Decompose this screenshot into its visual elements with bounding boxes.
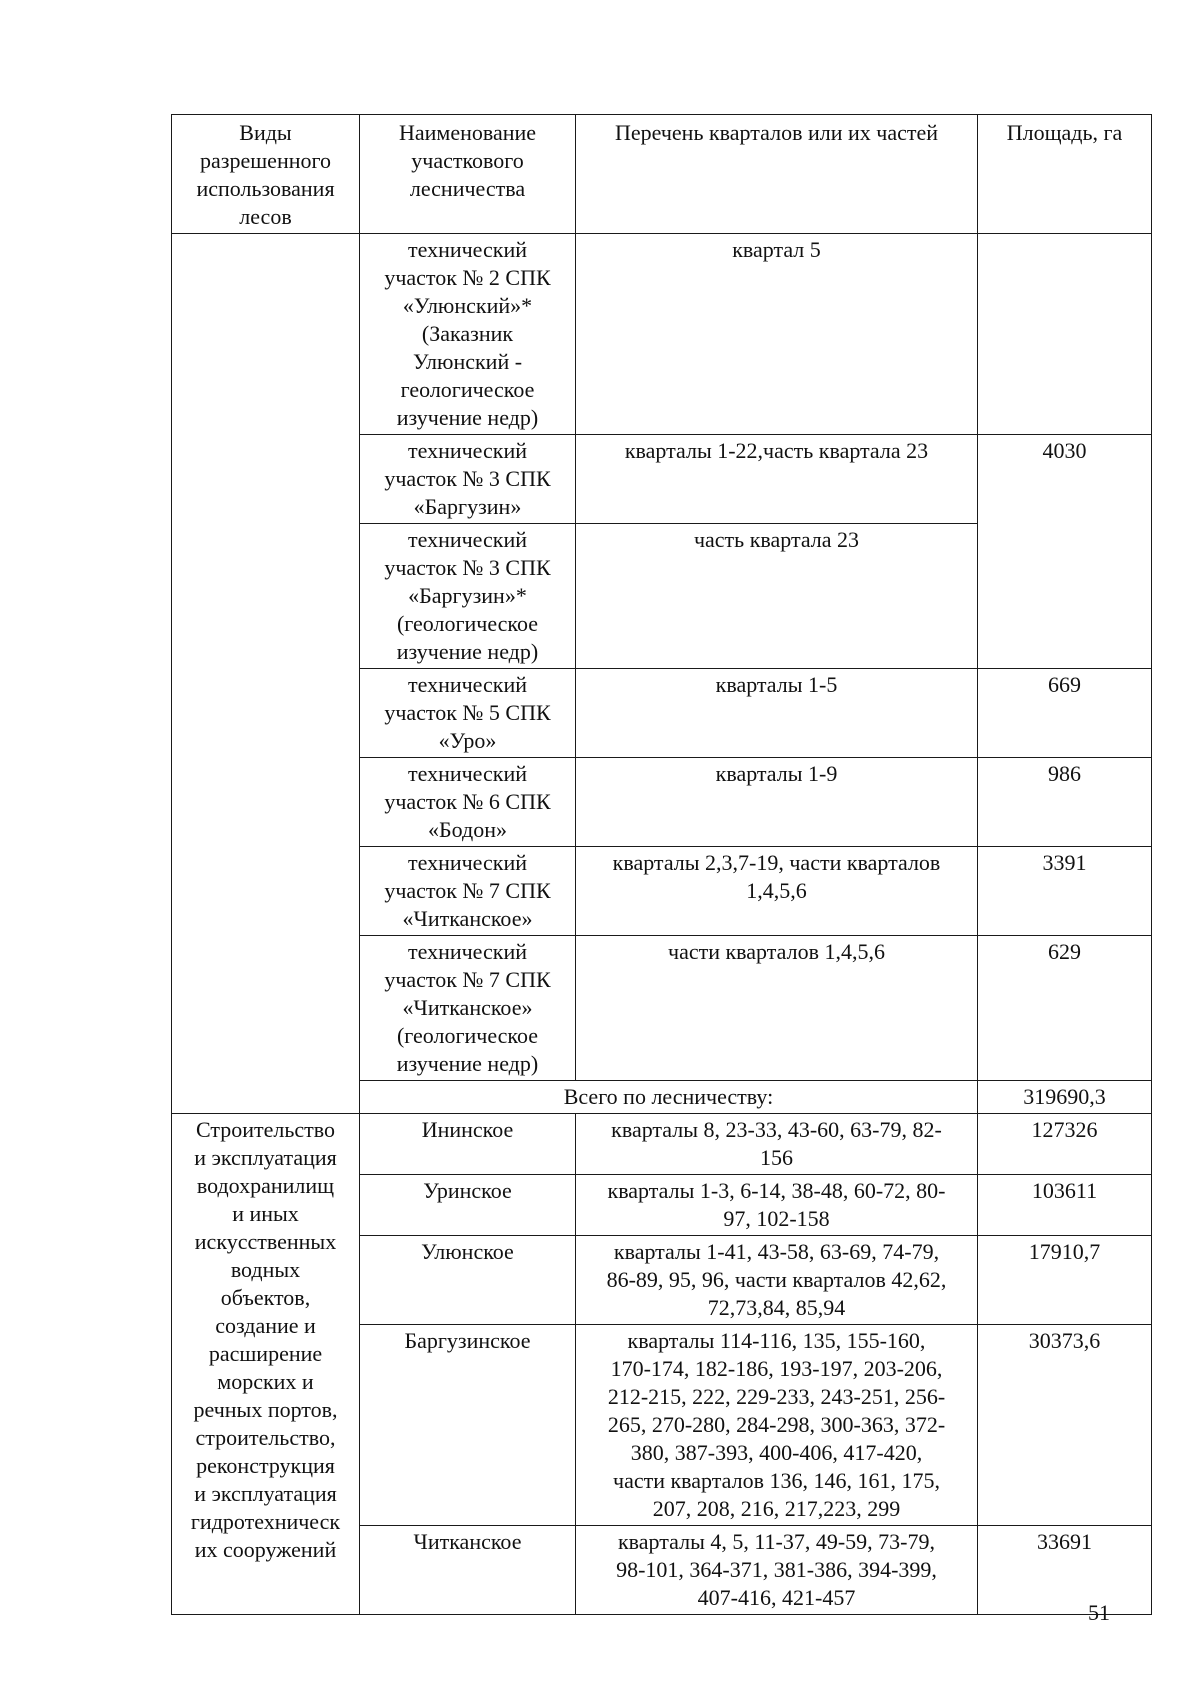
page-number: 51	[1088, 1600, 1110, 1625]
area-cell: 669	[978, 669, 1152, 758]
quarters-cell: кварталы 1-5	[576, 669, 978, 758]
area-cell: 127326	[978, 1114, 1152, 1175]
area-cell: 986	[978, 758, 1152, 847]
header-quarters-list: Перечень кварталов или их частей	[576, 115, 978, 234]
forest-use-table	[171, 114, 1152, 1615]
quarters-cell: кварталы 1-22,часть квартала 23	[576, 435, 978, 524]
area-cell: 30373,6	[978, 1325, 1152, 1526]
forestry-name-cell: Уринское	[360, 1175, 576, 1236]
quarters-cell: кварталы 8, 23-33, 43-60, 63-79, 82- 156	[576, 1114, 978, 1175]
quarters-cell: кварталы 4, 5, 11-37, 49-59, 73-79, 98-101, 364-371, 381-386, 394-399, 407-416, 421-457	[576, 1526, 978, 1615]
forestry-name-cell: технический участок № 7 СПК «Читканское» (геологическое изучение недр)	[360, 936, 576, 1081]
header-area: Площадь, га	[978, 115, 1152, 234]
quarters-cell: кварталы 1-9	[576, 758, 978, 847]
area-cell: 103611	[978, 1175, 1152, 1236]
forestry-name-cell: технический участок № 3 СПК «Баргузин»* (геологическое изучение недр)	[360, 524, 576, 669]
forestry-name-cell: Баргузинское	[360, 1325, 576, 1526]
quarters-cell: квартал 5	[576, 234, 978, 435]
quarters-cell: кварталы 114-116, 135, 155-160, 170-174, 182-186, 193-197, 203-206, 212-215, 222, 229-233, 243-251, 256- 265, 270-280, 284-298, 300-363, 372- 380, 387-393, 400-406, 417-420, части кварталов 136, 146, 161, 175, 207, 208, 216, 217,223, 299	[576, 1325, 978, 1526]
table-header-row	[172, 115, 1152, 234]
quarters-cell: кварталы 1-3, 6-14, 38-48, 60-72, 80- 97, 102-158	[576, 1175, 978, 1236]
table-row	[172, 1114, 1152, 1175]
forestry-name-cell: технический участок № 6 СПК «Бодон»	[360, 758, 576, 847]
area-cell: 629	[978, 936, 1152, 1081]
area-cell: 17910,7	[978, 1236, 1152, 1325]
use-type-cell: Строительство и эксплуатация водохранилищ и иных искусственных водных объектов, создание и расширение морских и речных портов, строительство, реконструкция и эксплуатация гидротехническ их сооружений	[172, 1114, 360, 1615]
total-value: 319690,3	[978, 1081, 1152, 1114]
quarters-cell: часть квартала 23	[576, 524, 978, 669]
use-type-cell-empty	[172, 234, 360, 1114]
quarters-cell: части кварталов 1,4,5,6	[576, 936, 978, 1081]
forestry-name-cell: Улюнское	[360, 1236, 576, 1325]
header-use-type: Виды разрешенного использования лесов	[172, 115, 360, 234]
quarters-cell: кварталы 1-41, 43-58, 63-69, 74-79, 86-89, 95, 96, части кварталов 42,62, 72,73,84, 85,94	[576, 1236, 978, 1325]
forestry-name-cell: Ининское	[360, 1114, 576, 1175]
area-cell: 33691	[978, 1526, 1152, 1615]
total-label: Всего по лесничеству:	[360, 1081, 978, 1114]
area-cell	[978, 234, 1152, 435]
forestry-name-cell: технический участок № 5 СПК «Уро»	[360, 669, 576, 758]
area-cell: 4030	[978, 435, 1152, 669]
area-cell: 3391	[978, 847, 1152, 936]
forestry-name-cell: технический участок № 3 СПК «Баргузин»	[360, 435, 576, 524]
quarters-cell: кварталы 2,3,7-19, части кварталов 1,4,5,6	[576, 847, 978, 936]
forestry-name-cell: технический участок № 2 СПК «Улюнский»* (Заказник Улюнский - геологическое изучение недр)	[360, 234, 576, 435]
table-row	[172, 234, 1152, 435]
header-forestry-name: Наименование участкового лесничества	[360, 115, 576, 234]
forestry-name-cell: Читканское	[360, 1526, 576, 1615]
forestry-name-cell: технический участок № 7 СПК «Читканское»	[360, 847, 576, 936]
